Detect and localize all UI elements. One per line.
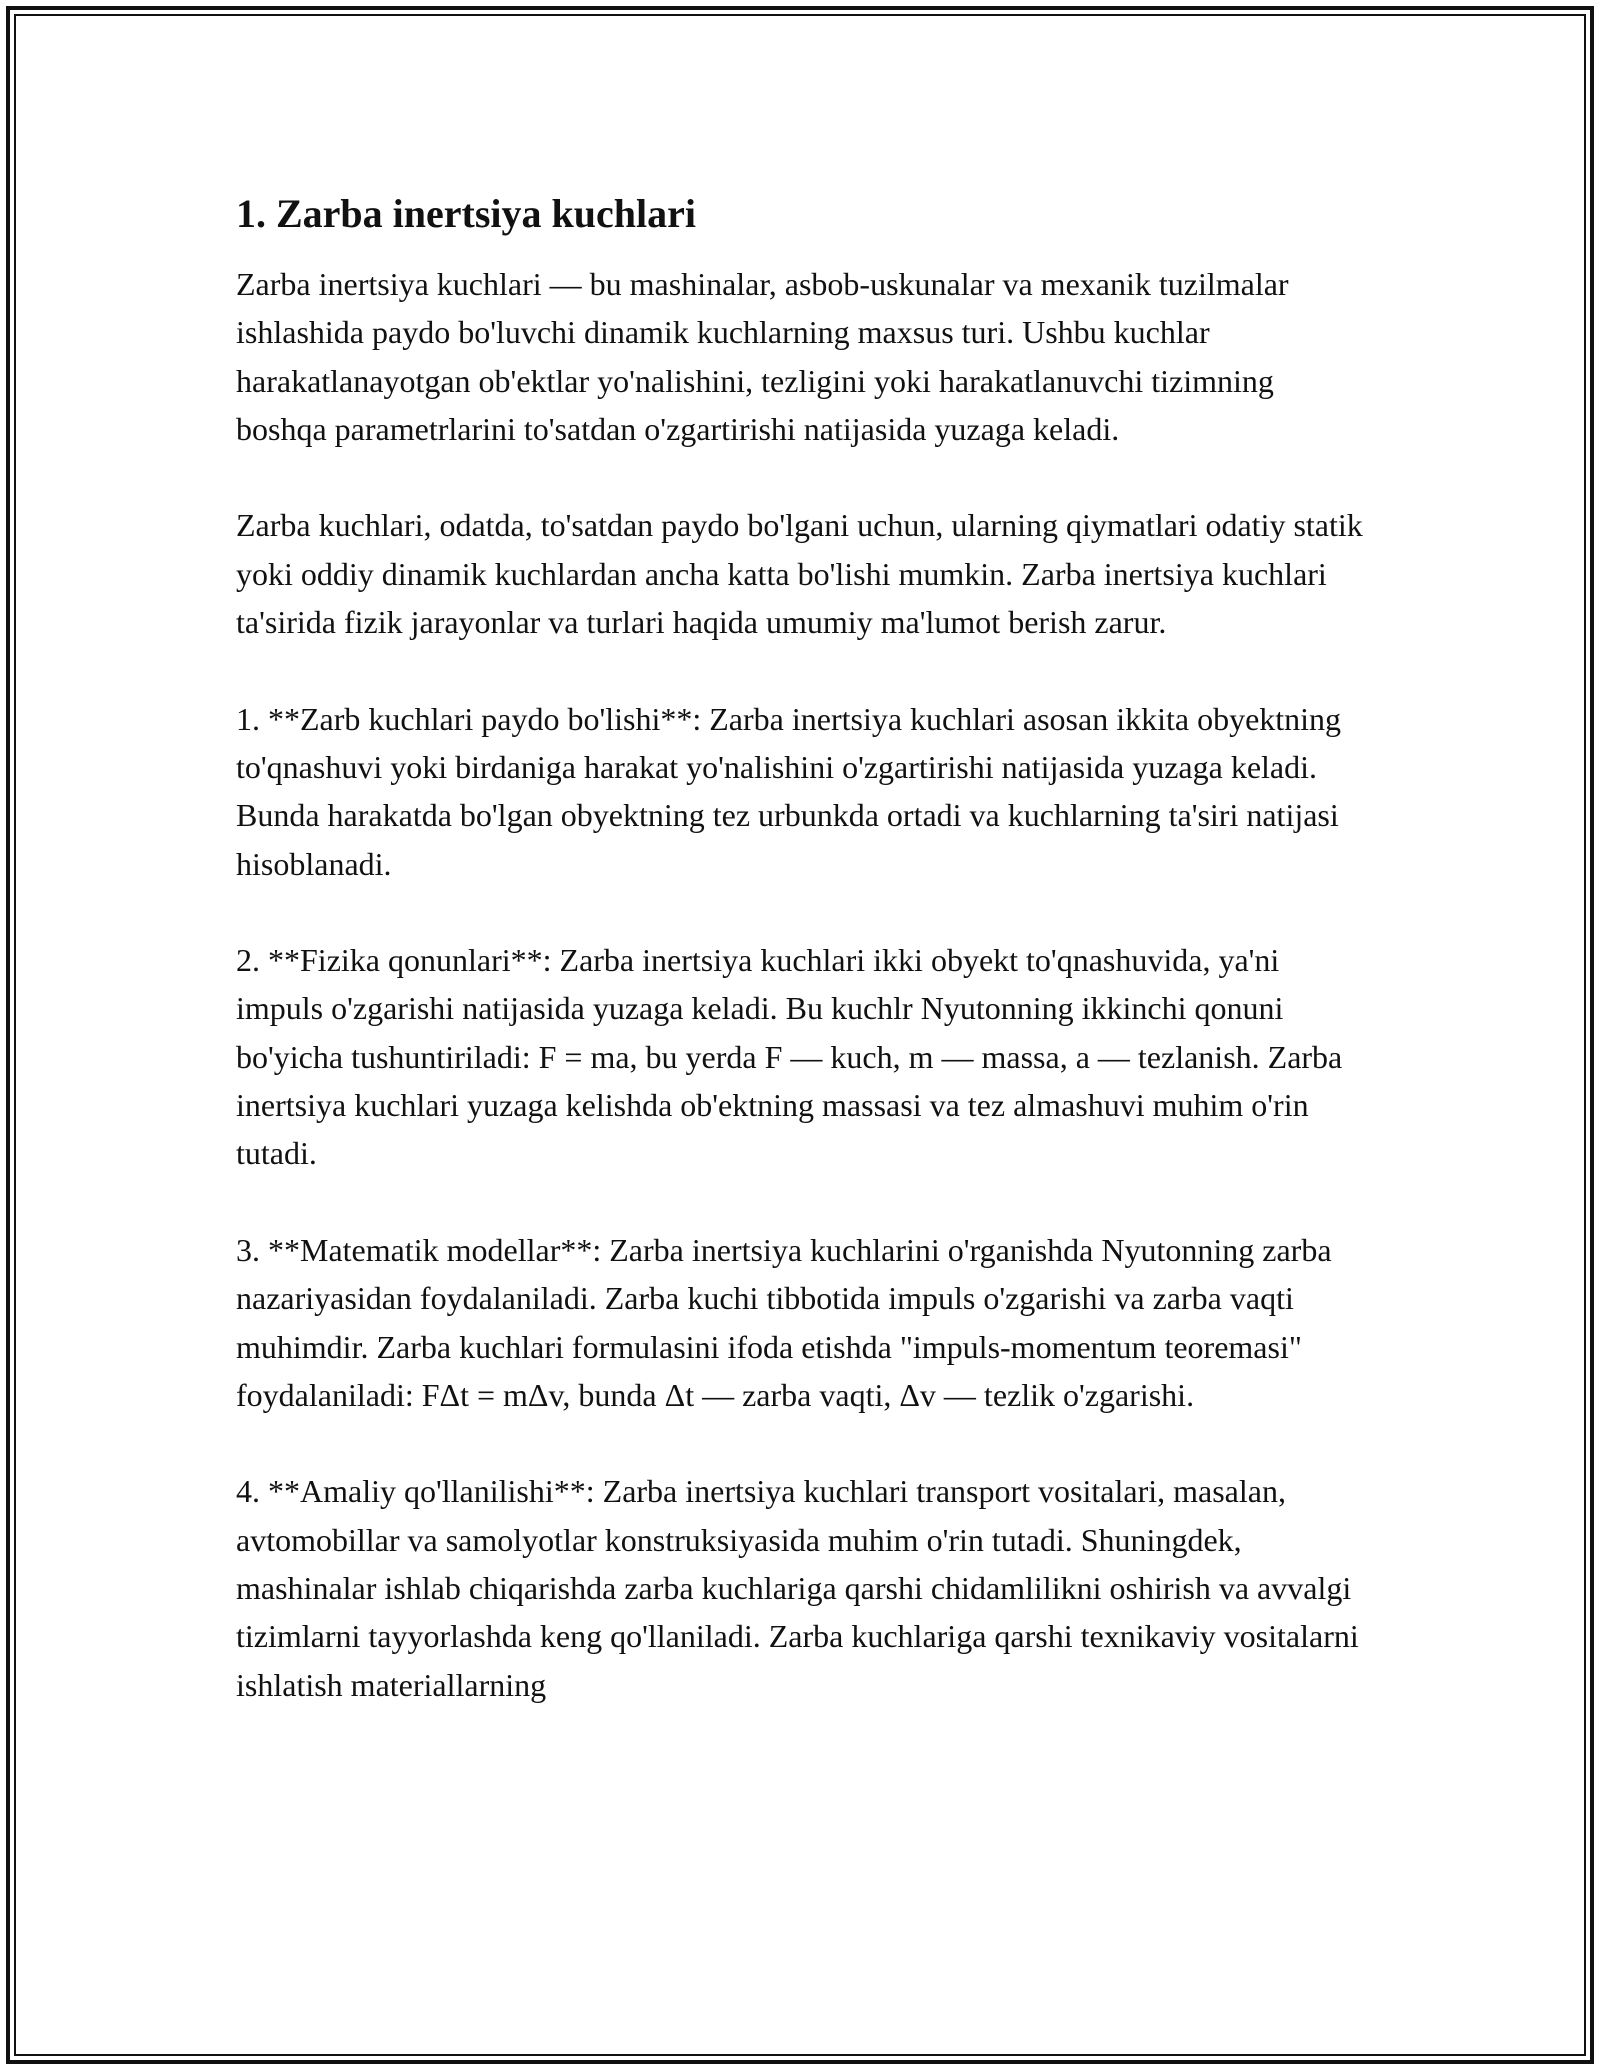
paragraph-intro: Zarba inertsiya kuchlari — bu mashinalar, asbob-uskunalar va mexanik tuzilmalar ishlashida paydo bo'luvchi dinamik kuchlarning maxsus turi. Ushbu kuchlar harakatlanayotgan ob'ektlar yo'nalishini, tezligini yoki harakatlanuvchi tizimning boshqa parametrlarini to'satdan o'zgartirishi natijasida yuzaga keladi. bbox=[236, 266, 1289, 447]
paragraph-item-2: 2. **Fizika qonunlari**: Zarba inertsiya kuchlari ikki obyekt to'qnashuvida, ya'ni impuls o'zgarishi natijasida yuzaga keladi. Bu kuchlr Nyutonning ikkinchi qonuni bo'yicha tushuntiriladi: F = ma, bu yerda F — kuch, m — massa, a — tezlanish. Zarba inertsiya kuchlari yuzaga kelishda ob'ektning massasi va tez almashuvi muhim o'rin tutadi. bbox=[236, 942, 1343, 1172]
paragraph-item-4: 4. **Amaliy qo'llanilishi**: Zarba inertsiya kuchlari transport vositalari, masalan, avtomobillar va samolyotlar konstruksiyasida muhim o'rin tutadi. Shuningdek, mashinalar ishlab chiqarishda zarba kuchlariga qarshi chidamlilikni oshirish va avvalgi tizimlarni tayyorlashda keng qo'llaniladi. Zarba kuchlariga qarshi texnikaviy vositalarni ishlatish materiallarning bbox=[236, 1473, 1359, 1703]
document-title: 1. Zarba inertsiya kuchlari bbox=[236, 191, 697, 236]
paragraph-item-3: 3. **Matematik modellar**: Zarba inertsiya kuchlarini o'rganishda Nyutonning zarba nazariyasidan foydalaniladi. Zarba kuchi tibbotida impuls o'zgarishi va zarba vaqti muhimdir. Zarba kuchlari formulasini ifoda etishda "impuls-momentum teoremasi" foydalaniladi: FΔt = mΔv, bunda Δt — zarba vaqti, Δv — tezlik o'zgarishi. bbox=[236, 1231, 1332, 1413]
document-body bbox=[236, 186, 1366, 1757]
paragraph-overview: Zarba kuchlari, odatda, to'satdan paydo bo'lgani uchun, ularning qiymatlari odatiy statik yoki oddiy dinamik kuchlardan ancha katta bo'lishi mumkin. Zarba inertsiya kuchlari ta'sirida fizik jarayonlar va turlari haqida umumiy ma'lumot berish zarur. bbox=[236, 507, 1363, 641]
paragraph-item-1: 1. **Zarb kuchlari paydo bo'lishi**: Zarba inertsiya kuchlari asosan ikkita obyektning to'qnashuvi yoki birdaniga harakat yo'nalishini o'zgartirishi natijasida yuzaga keladi. Bunda harakatda bo'lgan obyektning tez urbunkda ortadi va kuchlarning ta'siri natijasi hisoblanadi. bbox=[236, 700, 1342, 882]
